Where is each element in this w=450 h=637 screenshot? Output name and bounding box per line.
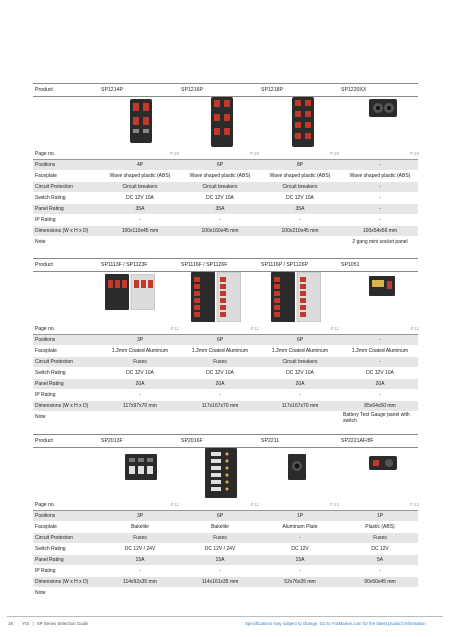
spec-row — [33, 412, 418, 426]
spec-value: - — [379, 392, 381, 398]
row-label: Faceplate — [35, 524, 57, 530]
spec-value: - — [379, 184, 381, 190]
page-row — [33, 500, 418, 511]
spec-row — [33, 544, 418, 555]
spec-value: 8P — [296, 162, 304, 168]
product-name: SP1051 — [341, 262, 360, 268]
spec-value: DC 12V 10A — [286, 195, 314, 201]
spec-value: Wave shaped plastic (ABS) — [349, 173, 411, 179]
spec-value: DC 12V / 24V — [204, 546, 236, 552]
product-label: Product — [35, 87, 53, 93]
footer-disclaimer: Specifications may subject to change. Go to YISMarine.com for the latest product information — [245, 621, 426, 626]
row-label: IP Rating — [35, 392, 56, 398]
spec-value: - — [299, 217, 301, 223]
spec-value: Circuit breakers — [282, 184, 318, 190]
row-label: Positions — [35, 337, 56, 343]
spec-value: 52x76x35 mm — [284, 579, 316, 585]
spec-value: 15A — [295, 557, 305, 563]
spec-value: Battery Test Gauge panel with switch — [343, 412, 410, 424]
spec-value: 1P — [296, 513, 304, 519]
product-image-sp1116f — [191, 272, 241, 322]
row-label: Page no. — [35, 326, 56, 332]
product-name: SP1220XX — [341, 87, 367, 93]
spec-value: DC 12V 10A — [286, 370, 314, 376]
product-label: Product — [35, 438, 53, 444]
spec-value: 1.2mm Coated Aluminum — [351, 348, 409, 354]
page-footer — [8, 621, 448, 626]
spec-row — [33, 533, 418, 544]
spec-value: Circuit breakers — [202, 184, 238, 190]
row-label: Positions — [35, 513, 56, 519]
spec-value: 20A — [215, 381, 225, 387]
spec-value: Aluminum Plate — [282, 524, 318, 530]
spec-value: - — [219, 392, 221, 398]
spec-value: 35A — [295, 206, 305, 212]
row-label: IP Rating — [35, 217, 56, 223]
page-row — [33, 324, 418, 335]
spec-value: - — [379, 162, 381, 168]
spec-value: 114x92x35 mm — [123, 579, 157, 585]
row-label: Note — [35, 239, 46, 245]
page-ref: P.12 — [410, 502, 419, 507]
spec-value: 6P — [296, 337, 304, 343]
product-image-sp1051 — [369, 276, 395, 296]
spec-value: - — [139, 392, 141, 398]
spec-value: - — [299, 392, 301, 398]
spec-table — [33, 149, 418, 248]
spec-value: 6P — [216, 337, 224, 343]
product-image-sp1220xx — [369, 99, 397, 117]
row-label: Panel Rating — [35, 381, 64, 387]
spec-value: 35A — [215, 206, 225, 212]
spec-value: 100x160x45 mm — [201, 228, 239, 234]
row-label: Positions — [35, 162, 56, 168]
spec-value: 15A — [135, 557, 145, 563]
spec-value: - — [379, 217, 381, 223]
spec-value: DC 12V 10A — [126, 370, 154, 376]
product-name: SP2016F — [181, 438, 203, 444]
spec-value: Fuses — [133, 535, 147, 541]
spec-value: 117x167x70 mm — [281, 403, 319, 409]
spec-value: - — [379, 359, 381, 365]
page-ref: P.11 — [330, 326, 339, 331]
row-label: Faceplate — [35, 348, 57, 354]
spec-row — [33, 379, 418, 390]
spec-value: - — [139, 217, 141, 223]
spec-value: 35A — [135, 206, 145, 212]
spec-value: Bakelite — [211, 524, 229, 530]
spec-value: 117x97x70 mm — [123, 403, 157, 409]
spec-value: - — [219, 568, 221, 574]
page-ref: P.10 — [330, 151, 339, 156]
spec-row — [33, 577, 418, 588]
spec-value: DC 12V — [291, 546, 309, 552]
spec-value: DC 12V / 24V — [124, 546, 156, 552]
product-image-sp1216p — [211, 97, 233, 147]
spec-value: Wave shaped plastic (ABS) — [269, 173, 331, 179]
spec-value: Bakelite — [131, 524, 149, 530]
row-label: Faceplate — [35, 173, 57, 179]
brand-name: YIS — [22, 621, 30, 626]
spec-row — [33, 390, 418, 401]
product-name: SP1116F / SP1126F — [181, 262, 228, 268]
spec-value: - — [379, 206, 381, 212]
spec-value: 20A — [375, 381, 385, 387]
spec-value: - — [299, 535, 301, 541]
spec-value: Wave shaped plastic (ABS) — [109, 173, 171, 179]
product-header — [33, 83, 418, 97]
spec-row — [33, 215, 418, 226]
page-ref: P.11 — [250, 326, 259, 331]
product-name: SP2221AF/8F — [341, 438, 374, 444]
page-ref: P.12 — [330, 502, 339, 507]
product-image-sp1218p — [292, 97, 314, 147]
product-image-sp1214p — [130, 99, 152, 143]
spec-value: 117x167x70 mm — [201, 403, 239, 409]
page-ref: P.10 — [410, 151, 419, 156]
spec-value: 85x64x50 mm — [364, 403, 396, 409]
footer-divider — [7, 616, 443, 617]
row-label: Note — [35, 414, 46, 420]
spec-value: Fuses — [213, 359, 227, 365]
product-images — [33, 448, 418, 498]
spec-row — [33, 182, 418, 193]
spec-value: Plastic (ABS) — [365, 524, 395, 530]
spec-value: 3P — [136, 337, 144, 343]
spec-value: - — [139, 568, 141, 574]
product-image-sp2016f — [205, 448, 237, 498]
spec-row — [33, 171, 418, 182]
spec-value: 3P — [136, 513, 144, 519]
page-ref: P.11 — [250, 502, 259, 507]
page-row — [33, 149, 418, 160]
spec-value: 90x50x45 mm — [364, 579, 396, 585]
product-name: SP1113F / SP1123F — [101, 262, 148, 268]
spec-row — [33, 160, 418, 171]
spec-value: Fuses — [213, 535, 227, 541]
product-name: SP1116P / SP1126P — [261, 262, 308, 268]
spec-value: 100x210x45 mm — [281, 228, 319, 234]
footer-title: SP Series Selection Guide — [36, 621, 89, 626]
product-image-sp2221af — [369, 456, 397, 470]
row-label: Note — [35, 590, 46, 596]
product-image-sp1116p — [271, 272, 321, 322]
page-ref: P.11 — [170, 326, 179, 331]
row-label: Page no. — [35, 151, 56, 157]
row-label: Panel Rating — [35, 206, 64, 212]
spec-value: - — [299, 568, 301, 574]
spec-table — [33, 324, 418, 426]
spec-value: Wave shaped plastic (ABS) — [189, 173, 251, 179]
spec-value: - — [379, 195, 381, 201]
spec-value: 100x54x56 mm — [362, 228, 398, 234]
product-image-sp1113f — [105, 274, 155, 310]
spec-row — [33, 237, 418, 248]
product-name: SP1218P — [261, 87, 283, 93]
spec-value: 20A — [295, 381, 305, 387]
product-name: SP1214P — [101, 87, 123, 93]
spec-value: 1.2mm Coated Aluminum — [111, 348, 169, 354]
spec-value: - — [379, 568, 381, 574]
spec-row — [33, 204, 418, 215]
spec-value: 100x110x45 mm — [121, 228, 159, 234]
spec-value: DC 12V — [371, 546, 389, 552]
spec-row — [33, 335, 418, 346]
spec-value: DC 12V 10A — [126, 195, 154, 201]
spec-value: 114x161x35 mm — [201, 579, 239, 585]
row-label: IP Rating — [35, 568, 56, 574]
spec-value: 6P — [216, 162, 224, 168]
product-images — [33, 272, 418, 322]
spec-value: 20A — [135, 381, 145, 387]
spec-row — [33, 522, 418, 533]
spec-value: 1.2mm Coated Aluminum — [191, 348, 249, 354]
spec-value: 15A — [215, 557, 225, 563]
spec-value: 4P — [136, 162, 144, 168]
spec-row — [33, 346, 418, 357]
row-label: Switch Rating — [35, 370, 66, 376]
spec-table — [33, 500, 418, 599]
page-ref: P.11 — [170, 502, 179, 507]
product-image-sp2013f — [125, 454, 157, 480]
spec-value: Fuses — [373, 535, 387, 541]
product-header — [33, 434, 418, 448]
product-label: Product — [35, 262, 53, 268]
spec-value: Circuit breakers — [282, 359, 318, 365]
row-label: Dimensions (W x H x D) — [35, 403, 89, 409]
spec-value: 1P — [376, 513, 384, 519]
row-label: Dimensions (W x H x D) — [35, 228, 89, 234]
product-name: SP2013F — [101, 438, 123, 444]
spec-row — [33, 193, 418, 204]
spec-row — [33, 357, 418, 368]
product-header — [33, 258, 418, 272]
page-number: 16 — [8, 621, 13, 626]
page-ref: P.10 — [170, 151, 179, 156]
footer-separator: | — [32, 621, 34, 626]
spec-value: 5A — [376, 557, 384, 563]
row-label: Panel Rating — [35, 557, 64, 563]
spec-value: - — [379, 337, 381, 343]
spec-value: - — [219, 217, 221, 223]
page-ref: P.11 — [410, 326, 419, 331]
row-label: Circuit Protection — [35, 535, 74, 541]
spec-value: 2 gang mini socket panel — [352, 239, 408, 245]
spec-value: Fuses — [133, 359, 147, 365]
spec-row — [33, 401, 418, 412]
spec-row — [33, 566, 418, 577]
spec-value: DC 12V 10A — [206, 195, 234, 201]
row-label: Circuit Protection — [35, 184, 74, 190]
product-images — [33, 97, 418, 147]
spec-value: DC 12V 10A — [366, 370, 394, 376]
row-label: Switch Rating — [35, 195, 66, 201]
spec-row — [33, 368, 418, 379]
row-label: Page no. — [35, 502, 56, 508]
spec-row — [33, 511, 418, 522]
spec-row — [33, 588, 418, 599]
spec-value: 1.2mm Coated Aluminum — [271, 348, 329, 354]
row-label: Dimensions (W x H x D) — [35, 579, 89, 585]
product-name: SP1216P — [181, 87, 203, 93]
spec-value: 6P — [216, 513, 224, 519]
product-name: SP2211 — [261, 438, 280, 444]
spec-value: DC 12V 10A — [206, 370, 234, 376]
spec-row — [33, 226, 418, 237]
page-ref: P.10 — [250, 151, 259, 156]
spec-row — [33, 555, 418, 566]
spec-value: Circuit breakers — [122, 184, 158, 190]
row-label: Circuit Protection — [35, 359, 74, 365]
row-label: Switch Rating — [35, 546, 66, 552]
product-image-sp2211 — [288, 454, 306, 480]
